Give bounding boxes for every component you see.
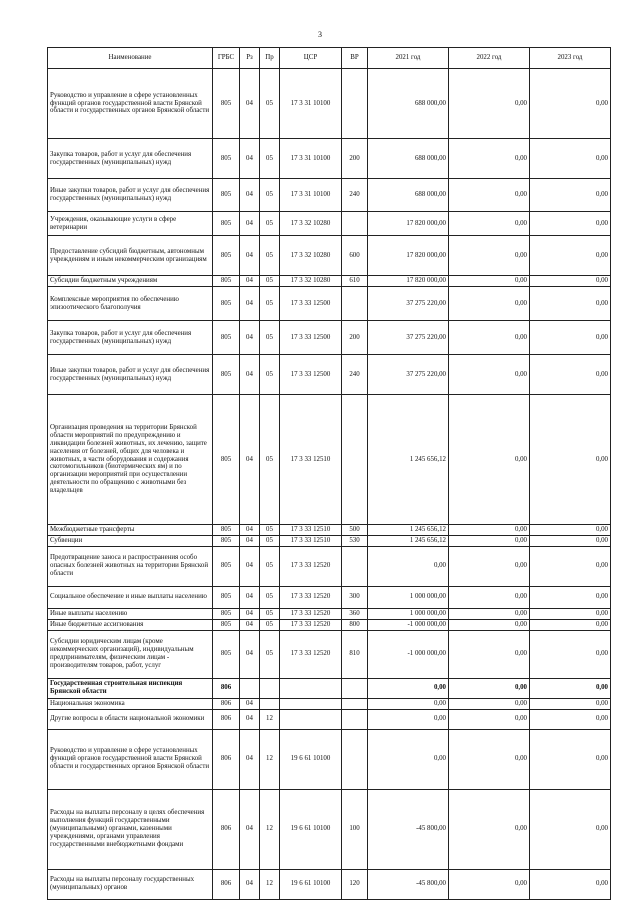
cell-rz: 04 <box>240 535 260 546</box>
cell-rz: 04 <box>240 789 260 869</box>
cell-name: Иные бюджетные ассигнования <box>48 619 213 630</box>
table-row <box>48 179 611 212</box>
cell-2022: 0,00 <box>449 236 530 276</box>
cell-2022: 0,00 <box>449 321 530 355</box>
cell-pr: 05 <box>260 287 280 321</box>
cell-2023: 0,00 <box>530 321 611 355</box>
table-row <box>48 586 611 608</box>
cell-2023: 0,00 <box>530 395 611 525</box>
cell-2021: 37 275 220,00 <box>368 355 449 395</box>
cell-2023: 0,00 <box>530 535 611 546</box>
cell-vr <box>342 395 368 525</box>
cell-csr: 19 6 61 10100 <box>280 789 342 869</box>
cell-2021: 1 245 656,12 <box>368 535 449 546</box>
cell-vr: 300 <box>342 586 368 608</box>
cell-rz: 04 <box>240 586 260 608</box>
cell-csr: 17 3 33 12500 <box>280 287 342 321</box>
cell-pr: 05 <box>260 630 280 678</box>
header-2022: 2022 год <box>449 48 530 69</box>
cell-2022: 0,00 <box>449 789 530 869</box>
cell-vr <box>342 729 368 789</box>
cell-grbs: 806 <box>213 729 240 789</box>
header-pr: Пр <box>260 48 280 69</box>
table-row <box>48 236 611 276</box>
cell-csr: 17 3 33 12500 <box>280 355 342 395</box>
cell-vr: 530 <box>342 535 368 546</box>
cell-grbs: 805 <box>213 139 240 179</box>
cell-name: Социальное обеспечение и иные выплаты населению <box>48 586 213 608</box>
table-row <box>48 709 611 729</box>
cell-2023: 0,00 <box>530 69 611 139</box>
cell-rz: 04 <box>240 729 260 789</box>
cell-vr: 120 <box>342 869 368 899</box>
cell-grbs: 805 <box>213 276 240 287</box>
cell-2021: -1 000 000,00 <box>368 619 449 630</box>
cell-pr: 05 <box>260 321 280 355</box>
cell-2021: 688 000,00 <box>368 139 449 179</box>
cell-grbs: 805 <box>213 630 240 678</box>
cell-pr: 05 <box>260 619 280 630</box>
table-row <box>48 630 611 678</box>
cell-2022: 0,00 <box>449 630 530 678</box>
cell-grbs: 805 <box>213 355 240 395</box>
cell-grbs: 805 <box>213 586 240 608</box>
cell-vr: 610 <box>342 276 368 287</box>
cell-pr: 05 <box>260 608 280 619</box>
cell-rz: 04 <box>240 698 260 709</box>
cell-2021: 37 275 220,00 <box>368 287 449 321</box>
cell-2023: 0,00 <box>530 236 611 276</box>
cell-2023: 0,00 <box>530 608 611 619</box>
header-rz: Рз <box>240 48 260 69</box>
table-row <box>48 535 611 546</box>
cell-grbs: 806 <box>213 698 240 709</box>
cell-2023: 0,00 <box>530 355 611 395</box>
cell-csr <box>280 698 342 709</box>
table-row <box>48 212 611 236</box>
cell-vr: 810 <box>342 630 368 678</box>
cell-vr: 200 <box>342 139 368 179</box>
cell-2022: 0,00 <box>449 179 530 212</box>
header-name: Наименование <box>48 48 213 69</box>
cell-2021: -1 000 000,00 <box>368 630 449 678</box>
cell-2021: 1 000 000,00 <box>368 608 449 619</box>
header-vr: ВР <box>342 48 368 69</box>
cell-rz: 04 <box>240 179 260 212</box>
cell-csr: 17 3 33 12520 <box>280 630 342 678</box>
cell-rz <box>240 678 260 698</box>
table-row <box>48 355 611 395</box>
cell-csr: 17 3 32 10280 <box>280 236 342 276</box>
cell-name: Другие вопросы в области национальной экономики <box>48 709 213 729</box>
cell-grbs: 805 <box>213 619 240 630</box>
header-2021: 2021 год <box>368 48 449 69</box>
cell-csr: 17 3 33 12500 <box>280 321 342 355</box>
cell-csr <box>280 709 342 729</box>
cell-grbs: 805 <box>213 608 240 619</box>
cell-2023: 0,00 <box>530 619 611 630</box>
cell-pr: 05 <box>260 546 280 586</box>
page-number: 3 <box>318 30 322 39</box>
cell-2021: 0,00 <box>368 678 449 698</box>
cell-name: Организация проведения на территории Брянской области мероприятий по предупреждению и ликвидации болезней животных, их лечению, защите населения от болезней, общих для человека и животных, в части оборудования и содержания скотомогильников (биотермических ям) и по организации мероприятий при осуществлении деятельности по обращению с животными без владельцев <box>48 395 213 525</box>
cell-csr: 17 3 31 10100 <box>280 139 342 179</box>
cell-csr: 19 6 61 10100 <box>280 869 342 899</box>
cell-grbs: 805 <box>213 212 240 236</box>
cell-name: Расходы на выплаты персоналу в целях обеспечения выполнения функций государственными (муниципальными) органами, казенными учреждениями, органами управления государственными внебюджетными фондами <box>48 789 213 869</box>
cell-2021: -45 800,00 <box>368 869 449 899</box>
cell-grbs: 806 <box>213 678 240 698</box>
cell-pr: 05 <box>260 69 280 139</box>
cell-name: Иные закупки товаров, работ и услуг для обеспечения государственных (муниципальных) нужд <box>48 355 213 395</box>
cell-rz: 04 <box>240 287 260 321</box>
table-row <box>48 869 611 899</box>
cell-name: Предоставление субсидий бюджетным, автономным учреждениям и иным некоммерческим организациям <box>48 236 213 276</box>
cell-csr: 17 3 33 12520 <box>280 608 342 619</box>
header-csr: ЦСР <box>280 48 342 69</box>
cell-name: Закупка товаров, работ и услуг для обеспечения государственных (муниципальных) нужд <box>48 139 213 179</box>
cell-rz: 04 <box>240 546 260 586</box>
cell-vr: 600 <box>342 236 368 276</box>
header-2023: 2023 год <box>530 48 611 69</box>
cell-2022: 0,00 <box>449 355 530 395</box>
cell-csr: 17 3 33 12520 <box>280 586 342 608</box>
table-row <box>48 69 611 139</box>
cell-name: Расходы на выплаты персоналу государственных (муниципальных) органов <box>48 869 213 899</box>
cell-name: Национальная экономика <box>48 698 213 709</box>
cell-pr: 05 <box>260 179 280 212</box>
cell-grbs: 805 <box>213 535 240 546</box>
cell-2023: 0,00 <box>530 729 611 789</box>
cell-grbs: 805 <box>213 525 240 536</box>
cell-2021: 17 820 000,00 <box>368 236 449 276</box>
cell-grbs: 805 <box>213 395 240 525</box>
cell-vr <box>342 678 368 698</box>
cell-name: Предотвращение заноса и распространения особо опасных болезней животных на территории Брянской области <box>48 546 213 586</box>
cell-grbs: 805 <box>213 287 240 321</box>
table-row <box>48 619 611 630</box>
cell-2023: 0,00 <box>530 525 611 536</box>
cell-name: Государственная строительная инспекция Брянской области <box>48 678 213 698</box>
cell-2023: 0,00 <box>530 630 611 678</box>
table-row <box>48 276 611 287</box>
cell-2022: 0,00 <box>449 525 530 536</box>
cell-rz: 04 <box>240 69 260 139</box>
cell-2021: 688 000,00 <box>368 179 449 212</box>
cell-2022: 0,00 <box>449 869 530 899</box>
cell-pr: 05 <box>260 212 280 236</box>
cell-csr: 17 3 32 10280 <box>280 212 342 236</box>
cell-name: Руководство и управление в сфере установленных функций органов государственной власти Брянской области и государственных органов Брянской области <box>48 69 213 139</box>
cell-rz: 04 <box>240 276 260 287</box>
table-row <box>48 789 611 869</box>
cell-name: Учреждения, оказывающие услуги в сфере ветеринарии <box>48 212 213 236</box>
cell-grbs: 805 <box>213 179 240 212</box>
cell-vr: 360 <box>342 608 368 619</box>
cell-pr <box>260 678 280 698</box>
table-row <box>48 678 611 698</box>
cell-2023: 0,00 <box>530 698 611 709</box>
cell-pr: 05 <box>260 395 280 525</box>
table-row <box>48 395 611 525</box>
cell-name: Субвенции <box>48 535 213 546</box>
cell-2023: 0,00 <box>530 287 611 321</box>
cell-pr: 12 <box>260 789 280 869</box>
cell-2023: 0,00 <box>530 586 611 608</box>
cell-2023: 0,00 <box>530 709 611 729</box>
cell-pr: 05 <box>260 355 280 395</box>
cell-2023: 0,00 <box>530 276 611 287</box>
table-row <box>48 525 611 536</box>
cell-vr <box>342 698 368 709</box>
cell-grbs: 805 <box>213 321 240 355</box>
cell-grbs: 805 <box>213 236 240 276</box>
cell-vr <box>342 709 368 729</box>
cell-2022: 0,00 <box>449 287 530 321</box>
table-row <box>48 139 611 179</box>
cell-pr: 12 <box>260 869 280 899</box>
cell-pr: 12 <box>260 709 280 729</box>
cell-2023: 0,00 <box>530 212 611 236</box>
cell-vr: 240 <box>342 355 368 395</box>
cell-csr: 17 3 31 10100 <box>280 179 342 212</box>
cell-2022: 0,00 <box>449 276 530 287</box>
cell-csr: 17 3 31 10100 <box>280 69 342 139</box>
cell-2022: 0,00 <box>449 698 530 709</box>
header-grbs: ГРБС <box>213 48 240 69</box>
cell-rz: 04 <box>240 321 260 355</box>
cell-vr: 800 <box>342 619 368 630</box>
table-row <box>48 546 611 586</box>
cell-2021: 17 820 000,00 <box>368 276 449 287</box>
cell-rz: 04 <box>240 212 260 236</box>
table-header-row <box>48 48 611 69</box>
cell-csr: 19 6 61 10100 <box>280 729 342 789</box>
cell-name: Руководство и управление в сфере установленных функций органов государственной власти Брянской области и государственных органов Брянской области <box>48 729 213 789</box>
cell-grbs: 805 <box>213 546 240 586</box>
cell-2023: 0,00 <box>530 139 611 179</box>
cell-pr: 05 <box>260 535 280 546</box>
cell-2023: 0,00 <box>530 678 611 698</box>
cell-vr: 100 <box>342 789 368 869</box>
cell-vr: 200 <box>342 321 368 355</box>
cell-2022: 0,00 <box>449 535 530 546</box>
cell-rz: 04 <box>240 630 260 678</box>
cell-2021: 0,00 <box>368 546 449 586</box>
cell-name: Субсидии юридическим лицам (кроме некоммерческих организаций), индивидуальным предпринимателям, физическим лицам - производителям товаров, работ, услуг <box>48 630 213 678</box>
cell-2021: 688 000,00 <box>368 69 449 139</box>
cell-rz: 04 <box>240 525 260 536</box>
cell-2022: 0,00 <box>449 139 530 179</box>
cell-2021: -45 800,00 <box>368 789 449 869</box>
cell-rz: 04 <box>240 395 260 525</box>
cell-rz: 04 <box>240 869 260 899</box>
cell-2022: 0,00 <box>449 709 530 729</box>
cell-2021: 1 245 656,12 <box>368 525 449 536</box>
cell-rz: 04 <box>240 355 260 395</box>
cell-2021: 0,00 <box>368 729 449 789</box>
table-row <box>48 698 611 709</box>
cell-2021: 1 245 656,12 <box>368 395 449 525</box>
cell-2022: 0,00 <box>449 608 530 619</box>
cell-vr <box>342 69 368 139</box>
cell-rz: 04 <box>240 709 260 729</box>
cell-2023: 0,00 <box>530 869 611 899</box>
cell-csr: 17 3 33 12520 <box>280 619 342 630</box>
cell-2022: 0,00 <box>449 586 530 608</box>
cell-2022: 0,00 <box>449 546 530 586</box>
table-row <box>48 608 611 619</box>
cell-pr: 05 <box>260 139 280 179</box>
cell-2023: 0,00 <box>530 179 611 212</box>
cell-2022: 0,00 <box>449 619 530 630</box>
budget-table <box>47 47 611 900</box>
cell-csr: 17 3 33 12510 <box>280 525 342 536</box>
cell-vr <box>342 287 368 321</box>
cell-pr: 05 <box>260 276 280 287</box>
cell-name: Закупка товаров, работ и услуг для обеспечения государственных (муниципальных) нужд <box>48 321 213 355</box>
cell-csr: 17 3 33 12510 <box>280 395 342 525</box>
cell-name: Субсидии бюджетным учреждениям <box>48 276 213 287</box>
cell-pr: 05 <box>260 525 280 536</box>
cell-2021: 37 275 220,00 <box>368 321 449 355</box>
cell-2021: 0,00 <box>368 709 449 729</box>
cell-grbs: 806 <box>213 709 240 729</box>
cell-pr <box>260 698 280 709</box>
cell-pr: 12 <box>260 729 280 789</box>
cell-2022: 0,00 <box>449 212 530 236</box>
cell-2022: 0,00 <box>449 729 530 789</box>
cell-name: Иные закупки товаров, работ и услуг для обеспечения государственных (муниципальных) нужд <box>48 179 213 212</box>
cell-vr: 500 <box>342 525 368 536</box>
cell-name: Межбюджетные трансферты <box>48 525 213 536</box>
cell-rz: 04 <box>240 619 260 630</box>
cell-2021: 17 820 000,00 <box>368 212 449 236</box>
cell-rz: 04 <box>240 139 260 179</box>
cell-grbs: 805 <box>213 69 240 139</box>
cell-rz: 04 <box>240 608 260 619</box>
cell-2022: 0,00 <box>449 678 530 698</box>
cell-grbs: 806 <box>213 869 240 899</box>
cell-grbs: 806 <box>213 789 240 869</box>
cell-vr: 240 <box>342 179 368 212</box>
cell-csr <box>280 678 342 698</box>
cell-name: Иные выплаты населению <box>48 608 213 619</box>
cell-csr: 17 3 32 10280 <box>280 276 342 287</box>
cell-2021: 1 000 000,00 <box>368 586 449 608</box>
table-row <box>48 321 611 355</box>
cell-vr <box>342 212 368 236</box>
cell-2021: 0,00 <box>368 698 449 709</box>
cell-csr: 17 3 33 12520 <box>280 546 342 586</box>
cell-2023: 0,00 <box>530 546 611 586</box>
table-row <box>48 287 611 321</box>
cell-2022: 0,00 <box>449 395 530 525</box>
cell-pr: 05 <box>260 586 280 608</box>
cell-vr <box>342 546 368 586</box>
cell-csr: 17 3 33 12510 <box>280 535 342 546</box>
table-row <box>48 729 611 789</box>
table-body <box>48 69 611 900</box>
cell-2022: 0,00 <box>449 69 530 139</box>
cell-2023: 0,00 <box>530 789 611 869</box>
cell-pr: 05 <box>260 236 280 276</box>
cell-rz: 04 <box>240 236 260 276</box>
cell-name: Комплексные мероприятия по обеспечению эпизоотического благополучия <box>48 287 213 321</box>
